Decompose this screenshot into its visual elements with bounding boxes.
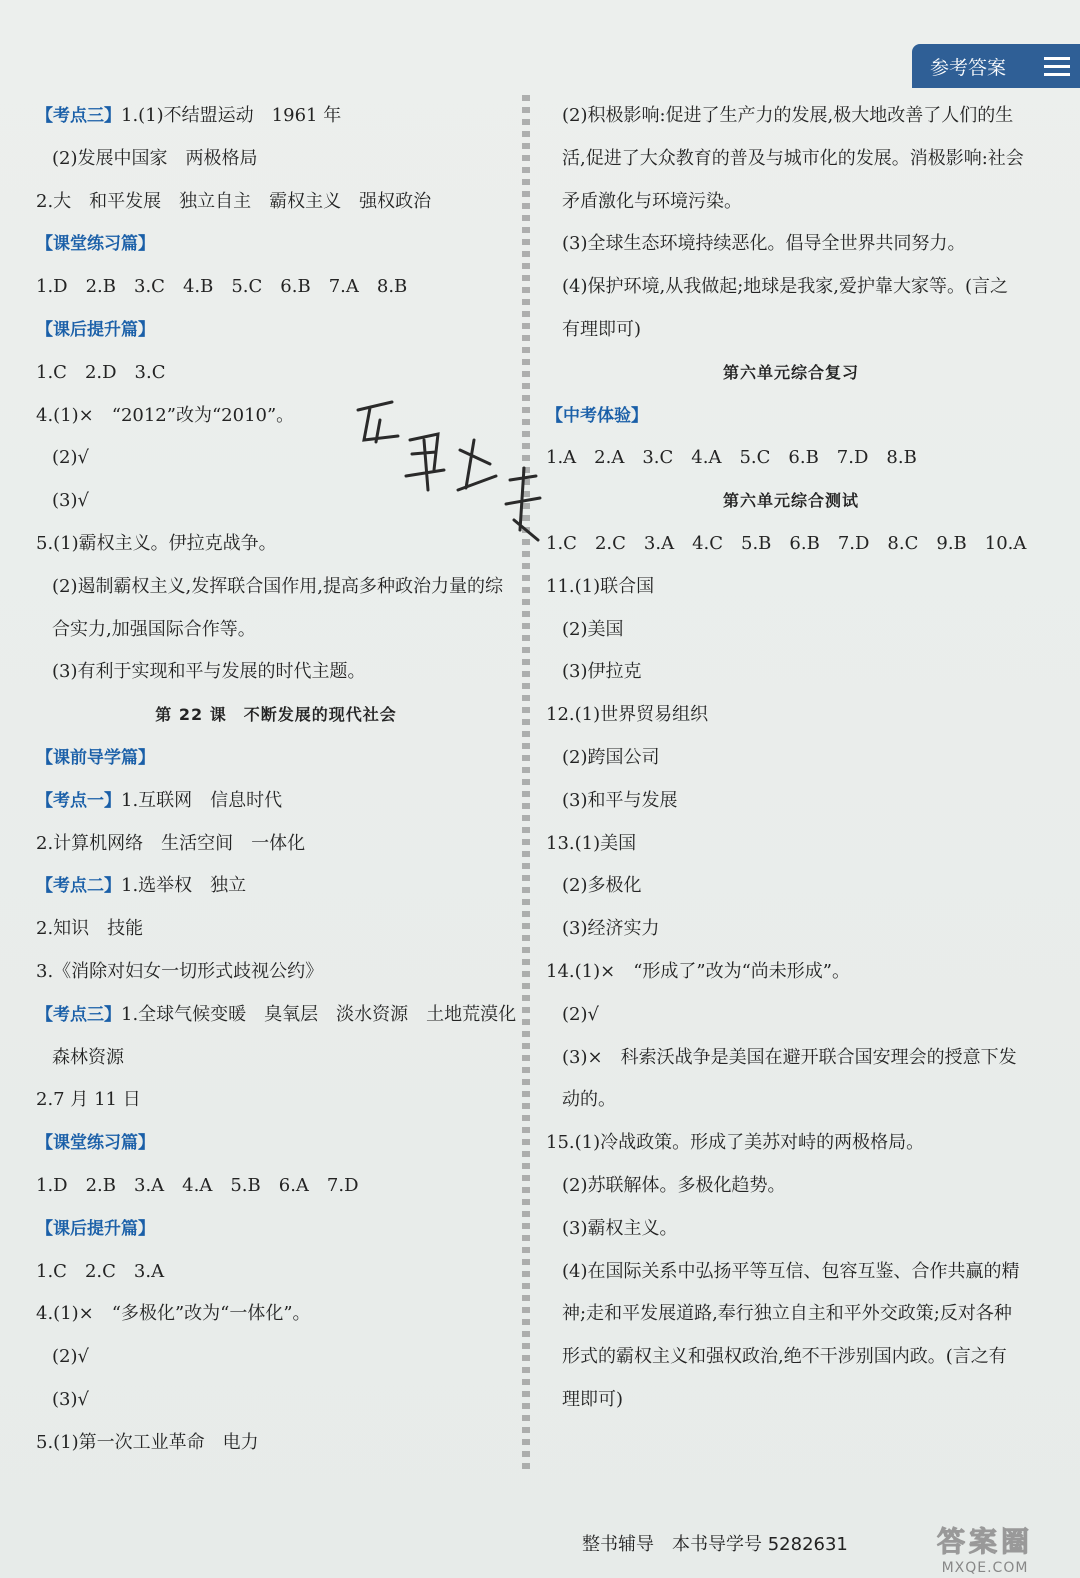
watermark-logo — [890, 1518, 1080, 1578]
answer-line: 2.知识 技能 — [36, 918, 144, 940]
answer-line: 2.计算机网络 生活空间 一体化 — [36, 832, 306, 854]
answer-line: (4)在国际关系中弘扬平等互信、包容互鉴、合作共赢的精 — [562, 1260, 1020, 1282]
section-heading: 【课堂练习篇】 — [36, 234, 155, 255]
answer-line: 14.(1)× “形成了”改为“尚未形成”。 — [546, 960, 851, 982]
answer-line: 5.(1)第一次工业革命 电力 — [36, 1431, 259, 1453]
answer-line: (2)√ — [52, 447, 89, 469]
section-heading: 【课堂练习篇】 — [36, 1133, 155, 1154]
answer-line — [36, 780, 516, 823]
answer-line — [36, 994, 516, 1037]
answer-line — [36, 95, 516, 138]
answer-line: 1.C 2.C 3.A 4.C 5.B 6.B 7.D 8.C 9.B 10.A — [546, 532, 1027, 554]
answer-text: 1.互联网 信息时代 — [121, 789, 283, 811]
answer-line: 合实力,加强国际合作等。 — [52, 618, 256, 640]
answer-line: 活,促进了大众教育的普及与城市化的发展。消极影响:社会 — [562, 147, 1024, 169]
answer-line: 4.(1)× “2012”改为“2010”。 — [36, 404, 295, 426]
answer-line: 1.C 2.C 3.A — [36, 1260, 165, 1282]
handwritten-signature — [340, 380, 560, 560]
answer-line: 15.(1)冷战政策。形成了美苏对峙的两极格局。 — [546, 1132, 925, 1154]
answer-line: 11.(1)联合国 — [546, 575, 655, 597]
kaodian-tag: 【考点一】 — [36, 790, 121, 811]
answer-line: (2)积极影响:促进了生产力的发展,极大地改善了人们的生 — [562, 105, 1014, 126]
lesson-title: 第六单元综合复习 — [722, 362, 859, 382]
section-heading: 【课前导学篇】 — [36, 747, 155, 768]
answer-line: (2)发展中国家 两极格局 — [52, 147, 258, 169]
answer-line: (2)苏联解体。多极化趋势。 — [562, 1174, 786, 1196]
answer-line: (3)√ — [52, 490, 89, 512]
answer-line: (3)√ — [52, 1388, 89, 1410]
answer-line: 3.《消除对妇女一切形式歧视公约》 — [36, 960, 324, 982]
left-answer-column — [36, 95, 516, 1465]
answer-key-tab — [912, 44, 1080, 88]
answer-line: (2)多极化 — [562, 875, 642, 897]
answer-line: 动的。 — [562, 1089, 616, 1111]
menu-icon — [1044, 52, 1070, 80]
answer-line: (3)伊拉克 — [562, 661, 642, 683]
answer-line: (3)和平与发展 — [562, 789, 678, 811]
tab-label: 参考答案 — [930, 56, 1007, 79]
section-heading: 【中考体验】 — [546, 405, 648, 426]
answer-text: 1.全球气候变暖 臭氧层 淡水资源 土地荒漠化 — [121, 1003, 517, 1025]
answer-line: 矛盾激化与环境污染。 — [562, 190, 742, 212]
answer-line: (3)霸权主义。 — [562, 1217, 678, 1239]
lesson-title: 第 22 课 不断发展的现代社会 — [155, 705, 397, 725]
kaodian-tag: 【考点二】 — [36, 876, 121, 897]
answer-line: 13.(1)美国 — [546, 832, 637, 854]
answer-line: (3)经济实力 — [562, 918, 660, 940]
answer-line: 2.大 和平发展 独立自主 霸权主义 强权政治 — [36, 190, 432, 212]
right-answer-column — [546, 95, 1036, 1422]
kaodian-tag: 【考点三】 — [36, 106, 121, 126]
column-divider — [522, 95, 530, 1475]
answer-line: (3)× 科索沃战争是美国在避开联合国安理会的授意下发 — [562, 1046, 1017, 1068]
page-footer — [582, 1530, 848, 1556]
answer-line: (2)遏制霸权主义,发挥联合国作用,提高多种政治力量的综 — [52, 575, 503, 597]
answer-line: 5.(1)霸权主义。伊拉克战争。 — [36, 532, 277, 554]
logo-url: MXQE.COM — [941, 1560, 1029, 1576]
answer-line — [36, 865, 516, 908]
answer-line: (4)保护环境,从我做起;地球是我家,爱护靠大家等。(言之 — [562, 276, 1009, 298]
answer-line: (2)跨国公司 — [562, 746, 660, 768]
answer-line: 1.D 2.B 3.C 4.B 5.C 6.B 7.A 8.B — [36, 276, 408, 298]
answer-line: (2)√ — [562, 1003, 599, 1025]
answer-line: (2)√ — [52, 1346, 89, 1368]
answer-line: (3)全球生态环境持续恶化。倡导全世界共同努力。 — [562, 233, 966, 255]
answer-line: 1.D 2.B 3.A 4.A 5.B 6.A 7.D — [36, 1174, 359, 1196]
footer-text: 整书辅导 本书导学号 5282631 — [582, 1534, 848, 1555]
answer-line: (2)美国 — [562, 618, 624, 640]
answer-line: 12.(1)世界贸易组织 — [546, 704, 709, 726]
section-heading: 【课后提升篇】 — [36, 1218, 155, 1239]
answer-line: (3)有利于实现和平与发展的时代主题。 — [52, 661, 366, 683]
answer-line: 2.7 月 11 日 — [36, 1089, 141, 1111]
logo-mark: 答案圈 — [936, 1525, 1033, 1558]
kaodian-tag: 【考点三】 — [36, 1004, 121, 1025]
lesson-title: 第六单元综合测试 — [722, 491, 859, 511]
section-heading: 【课后提升篇】 — [36, 319, 155, 340]
answer-line: 1.A 2.A 3.C 4.A 5.C 6.B 7.D 8.B — [546, 447, 917, 469]
answer-line: 森林资源 — [52, 1046, 124, 1068]
answer-line: 形式的霸权主义和强权政治,绝不干涉别国内政。(言之有 — [562, 1346, 1007, 1368]
answer-line: 理即可) — [562, 1388, 624, 1410]
answer-text: 1.(1)不结盟运动 1961 年 — [121, 105, 342, 126]
answer-text: 1.选举权 独立 — [121, 875, 247, 897]
answer-line: 有理即可) — [562, 318, 642, 340]
answer-line: 神;走和平发展道路,奉行独立自主和平外交政策;反对各种 — [562, 1303, 1012, 1325]
answer-line: 1.C 2.D 3.C — [36, 361, 166, 383]
answer-line: 4.(1)× “多极化”改为“一体化”。 — [36, 1303, 311, 1325]
